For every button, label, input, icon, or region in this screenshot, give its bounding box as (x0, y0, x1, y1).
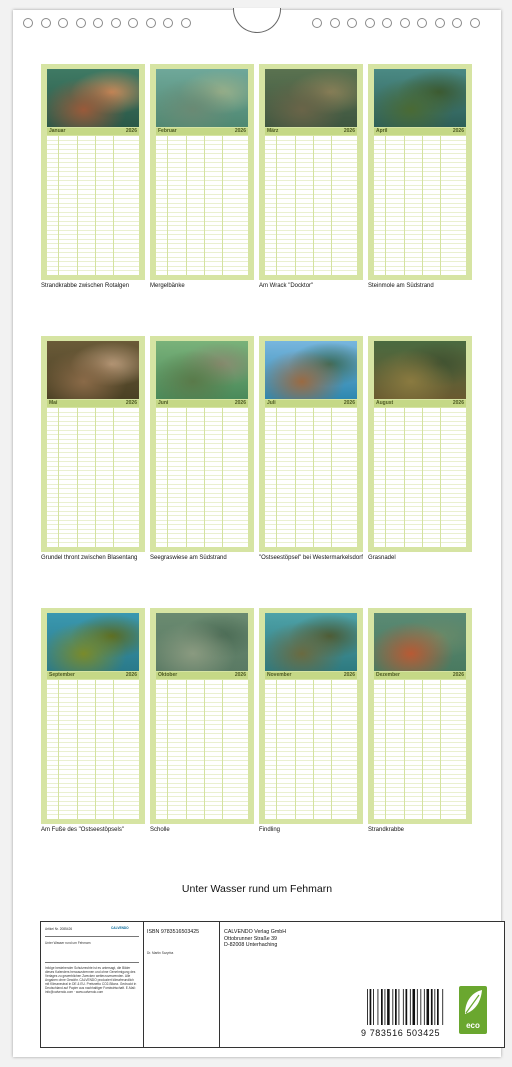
month-header (265, 400, 357, 407)
grid-column-line (331, 136, 332, 275)
binding-hole (347, 18, 357, 28)
month-year: 2026 (452, 400, 464, 406)
month-year: 2026 (343, 400, 355, 406)
grid-column-line (385, 408, 386, 547)
grid-column-line (222, 408, 223, 547)
month-day-grid (265, 136, 357, 275)
month-caption: Am Wrack "Docktor" (259, 283, 314, 289)
month-photo (265, 69, 357, 127)
month-caption: Seegraswiese am Südstrand (150, 555, 227, 561)
grid-column-line (222, 136, 223, 275)
month-day-grid (47, 680, 139, 819)
barcode-bar (373, 989, 374, 1025)
month-header (156, 128, 248, 135)
month-photo (265, 341, 357, 399)
month-name: Juni (158, 400, 169, 406)
grid-column-line (58, 136, 59, 275)
month-photo (47, 613, 139, 671)
month-header (265, 128, 357, 135)
grid-lines (47, 408, 139, 547)
info-column-left (41, 922, 144, 1047)
month-year: 2026 (343, 128, 355, 134)
month-header (47, 128, 139, 135)
month-page-mai (41, 336, 145, 552)
grid-column-line (77, 136, 78, 275)
month-day-grid (156, 680, 248, 819)
grid-column-line (167, 408, 168, 547)
product-info-box (40, 921, 505, 1048)
barcode-bar (395, 989, 397, 1025)
month-header (156, 672, 248, 679)
month-photo (374, 613, 466, 671)
month-name: Juli (267, 400, 276, 406)
grid-column-line (58, 680, 59, 819)
month-photo (156, 69, 248, 127)
binding-hole (435, 18, 445, 28)
month-header (374, 128, 466, 135)
month-name: Januar (49, 128, 66, 134)
calendo-logo: CALVENDO (111, 926, 129, 930)
month-day-grid (265, 408, 357, 547)
grid-column-line (295, 408, 296, 547)
month-caption: Steinmole am Südstrand (368, 283, 434, 289)
grid-column-line (167, 136, 168, 275)
month-page-oktober (150, 608, 254, 824)
barcode-bar (420, 989, 421, 1025)
grid-lines (156, 680, 248, 819)
grid-column-line (404, 136, 405, 275)
barcode-bar (434, 989, 435, 1025)
month-year: 2026 (125, 672, 137, 678)
grid-column-line (204, 136, 205, 275)
barcode-bar (413, 989, 416, 1025)
grid-column-line (295, 136, 296, 275)
month-year: 2026 (452, 672, 464, 678)
grid-column-line (313, 136, 314, 275)
month-page-märz (259, 64, 363, 280)
publisher-city: D-82008 Unterhaching (224, 942, 278, 948)
barcode-bar (370, 989, 372, 1025)
month-year: 2026 (125, 400, 137, 406)
binding-hole (417, 18, 427, 28)
month-photo (265, 613, 357, 671)
barcode-bar (427, 989, 430, 1025)
grid-column-line (167, 680, 168, 819)
month-day-grid (374, 680, 466, 819)
month-header (374, 672, 466, 679)
month-page-dezember (368, 608, 472, 824)
grid-lines (156, 408, 248, 547)
article-number: Artikel Nr. 2085426 (45, 927, 73, 931)
grid-column-line (204, 680, 205, 819)
month-photo (156, 341, 248, 399)
binding-hole (452, 18, 462, 28)
binding-hole (111, 18, 121, 28)
month-page-januar (41, 64, 145, 280)
month-photo (374, 69, 466, 127)
author: Dr. Martin Sczyrba (147, 951, 174, 955)
grid-lines (265, 680, 357, 819)
month-header (265, 672, 357, 679)
leaf-icon (459, 986, 487, 1020)
grid-column-line (113, 680, 114, 819)
barcode-bar (431, 989, 433, 1025)
month-year: 2026 (234, 672, 246, 678)
grid-column-line (331, 408, 332, 547)
barcode-bar (367, 989, 368, 1025)
month-page-april (368, 64, 472, 280)
publisher-name: CALVENDO Verlag GmbH (224, 929, 287, 935)
month-name: Mai (49, 400, 58, 406)
month-caption: "Ostseestöpsel" bei Westermarkelsdorf (259, 555, 363, 561)
grid-column-line (95, 136, 96, 275)
grid-column-line (440, 680, 441, 819)
binding-hole (93, 18, 103, 28)
barcode-bar (406, 989, 408, 1025)
barcode-bar (417, 989, 418, 1025)
grid-column-line (77, 680, 78, 819)
month-caption: Am Fuße des "Ostseestöpsels" (41, 827, 124, 833)
barcode-bar (403, 989, 404, 1025)
binding-hole (58, 18, 68, 28)
grid-column-line (404, 680, 405, 819)
barcode-bar (437, 989, 439, 1025)
month-photo (156, 613, 248, 671)
product-title-small: Unter Wasser rund um Fehmarn (45, 941, 91, 945)
month-caption: Grasnadel (368, 555, 396, 561)
grid-column-line (222, 680, 223, 819)
barcode-bar (378, 989, 379, 1025)
month-caption: Grundel thront zwischen Blasentang (41, 555, 138, 561)
grid-lines (47, 680, 139, 819)
binding-hole (163, 18, 173, 28)
grid-column-line (113, 408, 114, 547)
grid-column-line (331, 680, 332, 819)
month-name: August (376, 400, 394, 406)
grid-lines (374, 136, 466, 275)
binding-hole (312, 18, 322, 28)
month-name: Oktober (158, 672, 178, 678)
month-header (47, 400, 139, 407)
month-page-august (368, 336, 472, 552)
month-year: 2026 (452, 128, 464, 134)
barcode (367, 989, 449, 1025)
barcode-number: 9 783516 503425 (361, 1028, 441, 1038)
info-column-isbn (143, 922, 220, 1047)
grid-column-line (276, 680, 277, 819)
month-name: Dezember (376, 672, 400, 678)
month-caption: Scholle (150, 827, 170, 833)
binding-hole (23, 18, 33, 28)
grid-column-line (95, 680, 96, 819)
grid-lines (47, 136, 139, 275)
binding-hole (41, 18, 51, 28)
month-page-november (259, 608, 363, 824)
month-day-grid (265, 680, 357, 819)
barcode-bar (392, 989, 393, 1025)
barcode-bar (424, 989, 425, 1025)
grid-column-line (422, 136, 423, 275)
month-page-juni (150, 336, 254, 552)
month-year: 2026 (125, 128, 137, 134)
grid-column-line (186, 136, 187, 275)
binding-hole (365, 18, 375, 28)
grid-column-line (422, 680, 423, 819)
divider (45, 962, 139, 963)
month-photo (374, 341, 466, 399)
grid-lines (156, 136, 248, 275)
grid-column-line (404, 408, 405, 547)
binding-hole (128, 18, 138, 28)
month-page-juli (259, 336, 363, 552)
grid-lines (265, 408, 357, 547)
grid-column-line (58, 408, 59, 547)
grid-column-line (440, 408, 441, 547)
grid-column-line (186, 408, 187, 547)
grid-lines (374, 680, 466, 819)
month-year: 2026 (234, 128, 246, 134)
barcode-bar (385, 989, 386, 1025)
binding-hole (76, 18, 86, 28)
grid-column-line (186, 680, 187, 819)
binding-hole (330, 18, 340, 28)
month-day-grid (374, 408, 466, 547)
grid-column-line (276, 408, 277, 547)
month-day-grid (47, 408, 139, 547)
binding-hole (382, 18, 392, 28)
month-name: April (376, 128, 388, 134)
grid-column-line (295, 680, 296, 819)
month-year: 2026 (343, 672, 355, 678)
binding-hole (470, 18, 480, 28)
barcode-bar (399, 989, 400, 1025)
month-caption: Strandkrabbe zwischen Rotalgen (41, 283, 130, 289)
month-day-grid (156, 136, 248, 275)
grid-lines (374, 408, 466, 547)
grid-column-line (385, 136, 386, 275)
barcode-bar (381, 989, 383, 1025)
month-caption: Strandkrabbe (368, 827, 405, 833)
calendar-sheet (13, 10, 501, 1057)
grid-column-line (313, 680, 314, 819)
grid-column-line (95, 408, 96, 547)
month-name: September (49, 672, 75, 678)
month-name: November (267, 672, 292, 678)
month-photo (47, 69, 139, 127)
month-header (156, 400, 248, 407)
grid-column-line (204, 408, 205, 547)
divider (45, 936, 139, 937)
month-page-september (41, 608, 145, 824)
isbn: ISBN 9783516503425 (147, 929, 200, 935)
month-caption: Mergelbänke (150, 283, 185, 289)
month-header (47, 672, 139, 679)
month-header (374, 400, 466, 407)
publisher-street: Ottobrunner Straße 39 (224, 935, 277, 942)
eco-badge (459, 986, 487, 1034)
month-day-grid (374, 136, 466, 275)
binding-hole (181, 18, 191, 28)
month-year: 2026 (234, 400, 246, 406)
grid-column-line (113, 136, 114, 275)
barcode-bar (442, 989, 443, 1025)
binding-hole (400, 18, 410, 28)
month-photo (47, 341, 139, 399)
grid-column-line (313, 408, 314, 547)
grid-column-line (77, 408, 78, 547)
grid-column-line (440, 136, 441, 275)
month-caption: Findling (259, 827, 281, 833)
eco-label: eco (466, 1021, 480, 1030)
month-page-februar (150, 64, 254, 280)
barcode-bar (387, 989, 390, 1025)
grid-lines (265, 136, 357, 275)
grid-column-line (385, 680, 386, 819)
calendar-title: Unter Wasser rund um Fehmarn (181, 883, 333, 895)
disclaimer-text: Infolge bestehender Schutzrechte ist es untersagt, die Bilder dieses Kalenders herauszutrennen und ohne Genehmigung des Verlages zu gewerblichen Zwecken weiterzuverwenden. Alle Angaben ohne Gewähr. CALVENDO produziert klimafreundlich mit Klimaneutral in DE & EU. Preisnetto CO2-Bilanz. Gedruckt in Deutschland auf Papier aus nachhaltiger Forstwirtschaft. E-Mail: info@calvendo.com · www.calvendo.com (45, 966, 137, 994)
month-name: März (267, 128, 279, 134)
grid-column-line (276, 136, 277, 275)
binding-hole (146, 18, 156, 28)
barcode-bar (410, 989, 411, 1025)
month-day-grid (47, 136, 139, 275)
month-name: Februar (158, 128, 177, 134)
grid-column-line (422, 408, 423, 547)
month-day-grid (156, 408, 248, 547)
